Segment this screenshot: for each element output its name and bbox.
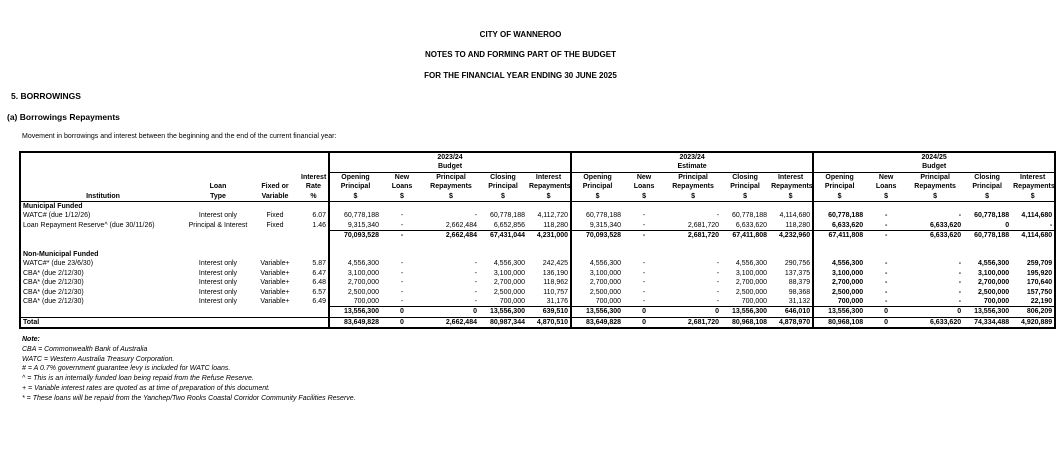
amount-cell: 137,375 — [784, 269, 811, 277]
amount-cell: 110,757 — [543, 288, 569, 296]
table-row — [20, 211, 1055, 220]
col-header-interest: Interest — [777, 173, 804, 181]
col-header-opening: Principal — [571, 182, 623, 191]
note-line: + = Variable interest rates are quoted as at time of preparation of this document. — [22, 384, 270, 392]
col-header-closing: Principal — [488, 183, 518, 191]
subtotal-cell: 6,633,620 — [907, 231, 963, 241]
subtotal-cell: - — [623, 231, 665, 241]
col-header-new: Loans — [633, 183, 655, 191]
document-title: NOTES TO AND FORMING PART OF THE BUDGET — [425, 50, 616, 59]
subtotal-cell: 13,556,300 — [963, 307, 1011, 317]
intro-text: Movement in borrowings and interest between the beginning and the end of the current financial year: — [22, 133, 337, 140]
subtotal-cell: 0 — [865, 307, 907, 317]
amount-cell: 2,681,720 — [687, 221, 720, 229]
col-header-closing: Closing — [490, 173, 516, 181]
interest-rate-cell: 6.48 — [312, 279, 326, 287]
amount-cell: 118,280 — [785, 221, 811, 229]
loan-type-cell: Interest only — [198, 288, 238, 296]
amount-cell: 3,100,000 — [571, 269, 623, 278]
amount-cell: - — [474, 279, 477, 287]
subtotal-cell: 60,778,188 — [963, 231, 1011, 241]
col-header-interest: Repayments — [1013, 183, 1055, 191]
loan-type-cell: Interest only — [198, 298, 238, 306]
amount-cell: 700,000 — [499, 298, 525, 306]
period-label: Estimate — [571, 162, 813, 172]
col-header-closing: $ — [721, 192, 769, 202]
col-header-interest: $ — [527, 192, 571, 202]
col-header-closing: Principal — [730, 183, 760, 191]
col-header-principal: Repayments — [672, 183, 714, 191]
fixed-variable-cell: Fixed — [266, 212, 284, 220]
col-header-fixed-var: Fixed or — [261, 183, 289, 191]
amount-cell: 3,100,000 — [493, 269, 525, 277]
amount-cell: 118,280 — [543, 221, 569, 229]
col-header-institution: Institution — [20, 192, 185, 202]
col-header-rate: % — [299, 192, 329, 202]
col-header-new: $ — [865, 192, 907, 202]
amount-cell: 9,315,340 — [329, 221, 381, 231]
amount-cell: 700,000 — [571, 297, 623, 307]
amount-cell: 9,315,340 — [571, 221, 623, 231]
col-header-interest: $ — [769, 192, 813, 202]
col-header-principal: Repayments — [430, 183, 472, 191]
col-header-row-3 — [20, 192, 1055, 202]
subsection-heading: (a) Borrowings Repayments — [7, 112, 120, 122]
table-row — [20, 259, 1055, 268]
amount-cell: 2,500,000 — [813, 288, 865, 297]
subtotal-cell: 67,411,808 — [813, 231, 865, 241]
amount-cell: - — [474, 288, 477, 296]
total-cell: 0 — [865, 317, 907, 328]
total-cell: 2,662,484 — [423, 317, 479, 328]
amount-cell: - — [400, 269, 404, 277]
fixed-variable-cell: Variable+ — [260, 260, 290, 268]
amount-cell: 60,778,188 — [813, 211, 865, 220]
subtotal-cell: 639,510 — [527, 307, 571, 317]
col-header-interest: Repayments — [529, 183, 571, 191]
amount-cell: 31,176 — [546, 298, 569, 306]
col-header-principal: Principal — [920, 173, 950, 181]
amount-cell: - — [884, 212, 888, 220]
amount-cell: - — [958, 288, 962, 296]
amount-cell: 2,700,000 — [735, 279, 768, 287]
group-title: Non-Municipal Funded — [23, 251, 99, 259]
col-header-principal: $ — [907, 192, 963, 202]
period-label: Budget — [329, 162, 571, 172]
subtotal-cell: 4,114,680 — [1011, 231, 1055, 241]
col-header-opening: $ — [571, 192, 623, 202]
amount-cell: 98,368 — [788, 288, 811, 296]
amount-cell: - — [400, 221, 404, 229]
col-header-opening: $ — [813, 192, 865, 202]
col-header-opening: Principal — [813, 182, 865, 191]
amount-cell: 136,190 — [542, 269, 569, 277]
total-cell: 74,334,488 — [963, 317, 1011, 328]
amount-cell: - — [474, 298, 477, 306]
subtotal-cell: 0 — [623, 307, 665, 317]
subtotal-cell: 67,411,808 — [721, 231, 769, 241]
amount-cell: 60,778,188 — [329, 211, 381, 220]
subtotal-cell: 646,010 — [769, 307, 813, 317]
col-header-opening: Opening — [813, 172, 865, 182]
col-header-new: $ — [623, 192, 665, 202]
amount-cell: 157,750 — [1026, 288, 1053, 296]
col-header-new: $ — [381, 192, 423, 202]
amount-cell: - — [716, 288, 720, 296]
col-header-rate: Rate — [305, 183, 322, 191]
amount-cell: - — [642, 269, 646, 277]
amount-cell: 22,190 — [1030, 298, 1053, 306]
amount-cell: - — [642, 288, 646, 296]
subtotal-cell: 2,681,720 — [665, 231, 721, 241]
subtotal-cell: 13,556,300 — [721, 307, 769, 317]
total-cell: 2,681,720 — [665, 317, 721, 328]
period-header: 2023/24 — [329, 152, 571, 162]
amount-cell: - — [716, 269, 720, 277]
interest-rate-cell: 1.46 — [312, 222, 326, 230]
institution-cell: CBA* (due 2/12/30) — [23, 288, 84, 296]
amount-cell: - — [1049, 221, 1053, 229]
total-cell: 80,987,344 — [479, 317, 527, 328]
table-row — [20, 288, 1055, 297]
spacer-row — [20, 241, 1055, 250]
subtotal-cell: 13,556,300 — [571, 307, 623, 317]
institution-cell: WATC# (due 1/12/26) — [23, 212, 91, 220]
amount-cell: 195,920 — [1026, 269, 1053, 277]
col-header-closing: $ — [963, 192, 1011, 202]
subtotal-cell: 13,556,300 — [329, 307, 381, 317]
total-cell: 83,649,828 — [571, 317, 623, 328]
amount-cell: - — [642, 298, 646, 306]
interest-rate-cell: 6.07 — [312, 212, 326, 220]
amount-cell: 6,633,620 — [735, 221, 768, 229]
col-header-opening: Opening — [571, 172, 623, 182]
amount-cell: 700,000 — [329, 297, 381, 307]
amount-cell: 242,425 — [542, 260, 569, 268]
section-heading: 5. BORROWINGS — [11, 91, 81, 101]
amount-cell: - — [884, 298, 888, 306]
subtotal-cell: 2,662,484 — [423, 231, 479, 241]
amount-cell: 290,756 — [784, 260, 811, 268]
period-header: 2024/25 — [813, 152, 1055, 162]
col-header-new: New — [878, 173, 894, 181]
amount-cell: 4,556,300 — [813, 259, 865, 268]
amount-cell: - — [642, 221, 646, 229]
col-header-loan-type: Type — [185, 192, 251, 202]
col-header-new: Loans — [875, 183, 897, 191]
institution-cell: CBA* (due 2/12/30) — [23, 298, 84, 306]
amount-cell: - — [884, 288, 888, 296]
amount-cell: 4,556,300 — [977, 260, 1010, 268]
loan-type-cell: Interest only — [198, 269, 238, 277]
amount-cell: 2,500,000 — [735, 288, 768, 296]
amount-cell: - — [400, 298, 404, 306]
amount-cell: 4,114,680 — [1021, 212, 1053, 220]
fixed-variable-cell: Variable+ — [260, 298, 290, 306]
col-header-interest: Interest — [1020, 173, 1046, 181]
col-header-interest: Repayments — [771, 183, 813, 191]
amount-cell: - — [884, 269, 888, 277]
amount-cell: - — [716, 260, 720, 268]
amount-cell: 4,556,300 — [571, 259, 623, 268]
subtotal-cell: 13,556,300 — [479, 307, 527, 317]
col-header-closing: Principal — [972, 183, 1002, 191]
amount-cell: - — [642, 260, 646, 268]
amount-cell: 3,100,000 — [977, 269, 1010, 277]
amount-cell: 4,556,300 — [329, 259, 381, 268]
col-header-principal: $ — [423, 192, 479, 202]
amount-cell: - — [642, 212, 646, 220]
interest-rate-cell: 6.49 — [312, 298, 326, 306]
table-row — [20, 278, 1055, 287]
amount-cell: - — [958, 279, 962, 287]
subtotal-cell: - — [381, 231, 423, 241]
amount-cell: 700,000 — [813, 297, 865, 307]
col-header-closing: Closing — [974, 173, 1000, 181]
total-cell: 0 — [623, 317, 665, 328]
note-line: * = These loans will be repaid from the Yanchep/Two Rocks Coastal Corridor Community Facilities Reserve. — [22, 394, 356, 402]
fixed-variable-cell: Variable+ — [260, 279, 290, 287]
subtotal-cell: 0 — [665, 307, 721, 317]
amount-cell: 2,500,000 — [977, 288, 1010, 296]
total-cell: 80,968,108 — [721, 317, 769, 328]
amount-cell: - — [400, 260, 404, 268]
amount-cell: - — [400, 279, 404, 287]
col-header-principal: Principal — [436, 173, 466, 181]
amount-cell: 4,556,300 — [493, 260, 525, 268]
institution-cell: CBA* (due 2/12/30) — [23, 269, 84, 277]
total-cell: 4,870,510 — [527, 317, 571, 328]
amount-cell: - — [884, 260, 888, 268]
interest-rate-cell: 6.47 — [312, 269, 326, 277]
amount-cell: 2,662,484 — [445, 221, 477, 229]
period-label-row — [20, 162, 1055, 172]
note-line: CBA = Commonwealth Bank of Australia — [22, 345, 148, 353]
col-header-principal: Repayments — [914, 183, 956, 191]
loan-type-cell: Interest only — [198, 212, 238, 220]
subtotal-cell: 13,556,300 — [813, 307, 865, 317]
total-cell: 4,920,889 — [1011, 317, 1055, 328]
interest-rate-cell: 6.57 — [312, 288, 326, 296]
col-header-closing: Closing — [732, 173, 758, 181]
interest-rate-cell: 5.87 — [312, 260, 326, 268]
amount-cell: 4,556,300 — [735, 260, 768, 268]
subtotal-cell: 4,232,960 — [769, 231, 813, 241]
subtotal-cell: 0 — [907, 307, 963, 317]
table-row — [20, 221, 1055, 231]
loan-type-cell: Principal & Interest — [188, 222, 248, 230]
notes-title: Note: — [22, 336, 40, 343]
amount-cell: - — [958, 260, 962, 268]
col-header-closing: $ — [479, 192, 527, 202]
amount-cell: 3,100,000 — [813, 269, 865, 278]
subtotal-cell: 70,093,528 — [571, 231, 623, 241]
col-header-new: New — [636, 173, 652, 181]
col-header-opening: Principal — [329, 182, 381, 191]
table-body — [20, 202, 1055, 329]
amount-cell: 2,500,000 — [571, 288, 623, 297]
amount-cell: - — [884, 221, 888, 229]
fixed-variable-cell: Fixed — [266, 222, 284, 230]
subtotal-cell: - — [865, 231, 907, 241]
period-year-row — [20, 152, 1055, 162]
col-header-interest: $ — [1011, 192, 1055, 202]
group-header-row — [20, 250, 1055, 259]
amount-cell: 60,778,188 — [974, 212, 1010, 220]
institution-cell: Loan Repayment Reserve^ (due 30/11/26) — [23, 222, 155, 230]
period-label: Budget — [813, 162, 1055, 172]
amount-cell: 2,500,000 — [329, 288, 381, 297]
table-row — [20, 297, 1055, 307]
col-header-principal: Principal — [678, 173, 708, 181]
subtotal-cell: 4,231,000 — [527, 231, 571, 241]
amount-cell: 31,132 — [788, 298, 811, 306]
financial-period: FOR THE FINANCIAL YEAR ENDING 30 JUNE 2025 — [424, 71, 617, 80]
amount-cell: 60,778,188 — [732, 212, 768, 220]
amount-cell: - — [716, 279, 720, 287]
amount-cell: - — [642, 279, 646, 287]
amount-cell: 60,778,188 — [571, 211, 623, 220]
col-header-new: New — [394, 173, 410, 181]
amount-cell: 259,709 — [1026, 260, 1053, 268]
amount-cell: 700,000 — [741, 298, 768, 306]
amount-cell: - — [400, 212, 404, 220]
subtotal-cell: 67,431,044 — [479, 231, 527, 241]
group-header-row — [20, 202, 1055, 212]
amount-cell: - — [474, 260, 477, 268]
amount-cell: 0 — [1005, 221, 1010, 229]
amount-cell: - — [474, 269, 477, 277]
amount-cell: 6,633,620 — [929, 221, 962, 229]
amount-cell: 3,100,000 — [329, 269, 381, 278]
amount-cell: - — [958, 212, 962, 220]
amount-cell: 2,500,000 — [493, 288, 525, 296]
amount-cell: 118,962 — [543, 279, 569, 287]
amount-cell: - — [958, 269, 962, 277]
loan-type-cell: Interest only — [198, 260, 238, 268]
amount-cell: 4,112,720 — [537, 212, 569, 220]
col-header-rate: Interest — [301, 173, 327, 181]
amount-cell: 2,700,000 — [813, 278, 865, 287]
borrowings-table — [19, 151, 1056, 329]
note-line: # = A 0.7% government guarantee levy is included for WATC loans. — [22, 365, 231, 373]
amount-cell: 88,379 — [788, 279, 811, 287]
amount-cell: - — [474, 212, 477, 220]
amount-cell: - — [958, 298, 962, 306]
total-cell: 0 — [381, 317, 423, 328]
col-header-row-1 — [20, 172, 1055, 182]
amount-cell: 6,652,856 — [493, 221, 525, 229]
total-cell: 80,968,108 — [813, 317, 865, 328]
group-title: Municipal Funded — [23, 203, 83, 211]
subtotal-row — [20, 231, 1055, 241]
total-cell: 83,649,828 — [329, 317, 381, 328]
amount-cell: 2,700,000 — [493, 279, 525, 287]
loan-type-cell: Interest only — [198, 279, 238, 287]
notes-section — [22, 335, 356, 404]
total-row — [20, 317, 1055, 328]
amount-cell: 60,778,188 — [489, 212, 525, 220]
subtotal-row — [20, 307, 1055, 317]
col-header-opening: $ — [329, 192, 381, 202]
subtotal-cell: 0 — [381, 307, 423, 317]
amount-cell: 6,633,620 — [813, 221, 865, 231]
amount-cell: 700,000 — [983, 298, 1010, 306]
amount-cell: 2,700,000 — [571, 278, 623, 287]
col-header-principal: $ — [665, 192, 721, 202]
col-header-row-2 — [20, 182, 1055, 191]
amount-cell: - — [884, 279, 888, 287]
amount-cell: - — [716, 212, 720, 220]
org-name: CITY OF WANNEROO — [479, 30, 562, 39]
amount-cell: 4,114,680 — [779, 212, 811, 220]
amount-cell: 3,100,000 — [735, 269, 768, 277]
amount-cell: - — [400, 288, 404, 296]
amount-cell: 2,700,000 — [977, 279, 1010, 287]
total-cell: 4,878,970 — [769, 317, 813, 328]
col-header-loan-type: Loan — [209, 183, 227, 191]
col-header-fixed-var: Variable — [251, 192, 299, 202]
subtotal-cell: 0 — [423, 307, 479, 317]
fixed-variable-cell: Variable+ — [260, 269, 290, 277]
institution-cell: CBA* (due 2/12/30) — [23, 279, 84, 287]
total-label: Total — [20, 317, 329, 328]
period-header: 2023/24 — [571, 152, 813, 162]
fixed-variable-cell: Variable+ — [260, 288, 290, 296]
subtotal-cell: 70,093,528 — [329, 231, 381, 241]
amount-cell: 170,640 — [1026, 279, 1053, 287]
institution-cell: WATC#* (due 23/6/30) — [23, 260, 94, 268]
table-row — [20, 269, 1055, 278]
col-header-interest: Interest — [535, 173, 562, 181]
total-cell: 6,633,620 — [907, 317, 963, 328]
amount-cell: - — [716, 298, 720, 306]
col-header-opening: Opening — [329, 172, 381, 182]
note-line: ^ = This is an internally funded loan being repaid from the Refuse Reserve. — [22, 375, 254, 383]
col-header-new: Loans — [391, 183, 413, 191]
amount-cell: 2,700,000 — [329, 278, 381, 287]
note-line: WATC = Western Australia Treasury Corporation. — [22, 355, 175, 363]
subtotal-cell: 806,209 — [1011, 307, 1055, 317]
